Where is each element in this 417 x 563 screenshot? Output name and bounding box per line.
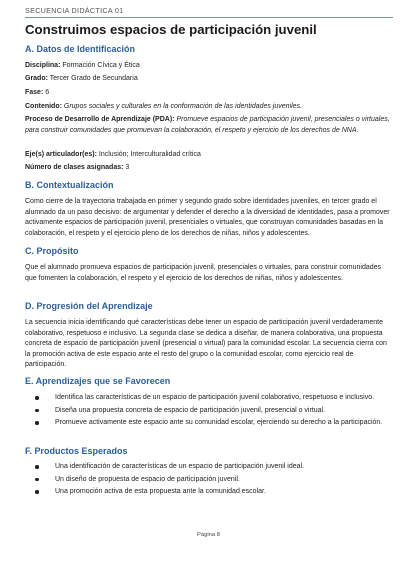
- bullet-icon: [35, 396, 39, 400]
- fase-label: Fase:: [25, 89, 44, 96]
- bullet-icon: [35, 409, 39, 413]
- ejes-value: Inclusión; Interculturalidad crítica: [96, 151, 201, 158]
- field-clases: [25, 163, 393, 174]
- field-ejes: [25, 150, 393, 161]
- grado-value: Tercer Grado de Secundaria: [47, 75, 138, 82]
- field-fase: [25, 88, 393, 99]
- section-c-heading: C. Propósito: [25, 246, 79, 256]
- bullet-icon: [35, 421, 39, 425]
- bullet-icon: [35, 490, 39, 494]
- section-e-heading: E. Aprendizajes que se Favorecen: [25, 376, 171, 386]
- list-item-text: Diseña una propuesta concreta de espacio de participación juvenil, presencial o virtual.: [55, 406, 326, 414]
- contenido-value: Grupos sociales y culturales en la conformación de las identidades juveniles.: [61, 103, 303, 110]
- section-b-heading: B. Contextualización: [25, 180, 114, 190]
- list-item-text: Una promoción activa de esta propuesta ante la comunidad escolar.: [55, 488, 266, 495]
- pda-label: Proceso de Desarrollo de Aprendizaje (PDA):: [25, 116, 175, 123]
- grado-label: Grado:: [25, 75, 48, 82]
- pda-value: Promueve espacios de participación juvenil, presenciales o virtuales, para construir comunidades que promuevan la colaboración, el respeto y ejercicio de los derechos de NNA.: [25, 116, 390, 134]
- fase-value: 6: [43, 89, 50, 96]
- clases-value: 3: [123, 164, 130, 171]
- field-contenido: [25, 102, 393, 113]
- page-number: Página 8: [197, 532, 220, 538]
- bullet-icon: [35, 465, 39, 469]
- list-item-text: Un diseño de propuesta de espacio de participación juvenil.: [55, 475, 240, 483]
- bullet-icon: [35, 478, 39, 482]
- field-pda: [25, 115, 393, 136]
- section-e-list: [25, 393, 393, 429]
- page-title: Construimos espacios de participación juvenil: [25, 22, 317, 37]
- section-d-heading: D. Progresión del Aprendizaje: [25, 301, 153, 311]
- section-c-text: Que el alumnado promueva espacios de participación juvenil, presenciales o virtuales, para construir comunidades que fomenten la colaboración, el respeto y el ejercicio de los derechos de niñas, niños y adolescentes.: [25, 264, 382, 282]
- field-disciplina: [25, 61, 393, 72]
- ejes-label: Eje(s) articulador(es):: [25, 151, 97, 158]
- list-item: [25, 487, 393, 498]
- header-rule: [25, 17, 393, 18]
- disciplina-value: Formación Cívica y Ética: [60, 62, 140, 69]
- field-grado: [25, 74, 393, 85]
- list-item: [25, 475, 393, 486]
- list-item-text: Identifica las características de un espacio de participación juvenil colaborativo, respetuoso e inclusivo.: [55, 394, 375, 401]
- sequence-kicker: SECUENCIA DIDÁCTICA 01: [25, 6, 124, 15]
- section-d-text: La secuencia inicia identificando qué características debe tener un espacio de participación juvenil verdaderamente colaborativo, respetuoso e inclusivo. La segunda clase se dedica a diseñar, de manera colaborativa, una propuesta concreta de espacio de participación juvenil (presencial o virtual) para la comunidad escolar. La secuencia cierra con la promoción activa de este espacio ante el resto del grupo o la comunidad escolar, como ejercicio real de participación.: [25, 319, 387, 369]
- list-item: [25, 393, 393, 404]
- section-f-heading: F. Productos Esperados: [25, 446, 128, 456]
- contenido-label: Contenido:: [25, 103, 62, 110]
- list-item: [25, 406, 393, 417]
- list-item: [25, 462, 393, 473]
- list-item: [25, 418, 393, 429]
- disciplina-label: Disciplina:: [25, 62, 61, 69]
- list-item-text: Una identificación de características de un espacio de participación juvenil ideal.: [55, 463, 305, 470]
- list-item-text: Promueve activamente este espacio ante su comunidad escolar, ejerciendo su derecho a la participación.: [55, 419, 383, 426]
- section-a-heading: A. Datos de Identificación: [25, 44, 136, 54]
- section-f-list: [25, 462, 393, 498]
- section-b-text: Como cierre de la trayectoria trabajada en primer y segundo grado sobre identidades juveniles, en tercer grado el alumnado da un paso decisivo: de argumentar y defender el derecho a la diversidad de identidades, pasa a promover activamente espacios de participación juvenil, presenciales o virtuales, que construyan comunidades basadas en la colaboración, el respeto y el ejercicio pleno de los derechos de niñas, niños y adolescentes.: [25, 198, 390, 237]
- clases-label: Número de clases asignadas:: [25, 164, 124, 171]
